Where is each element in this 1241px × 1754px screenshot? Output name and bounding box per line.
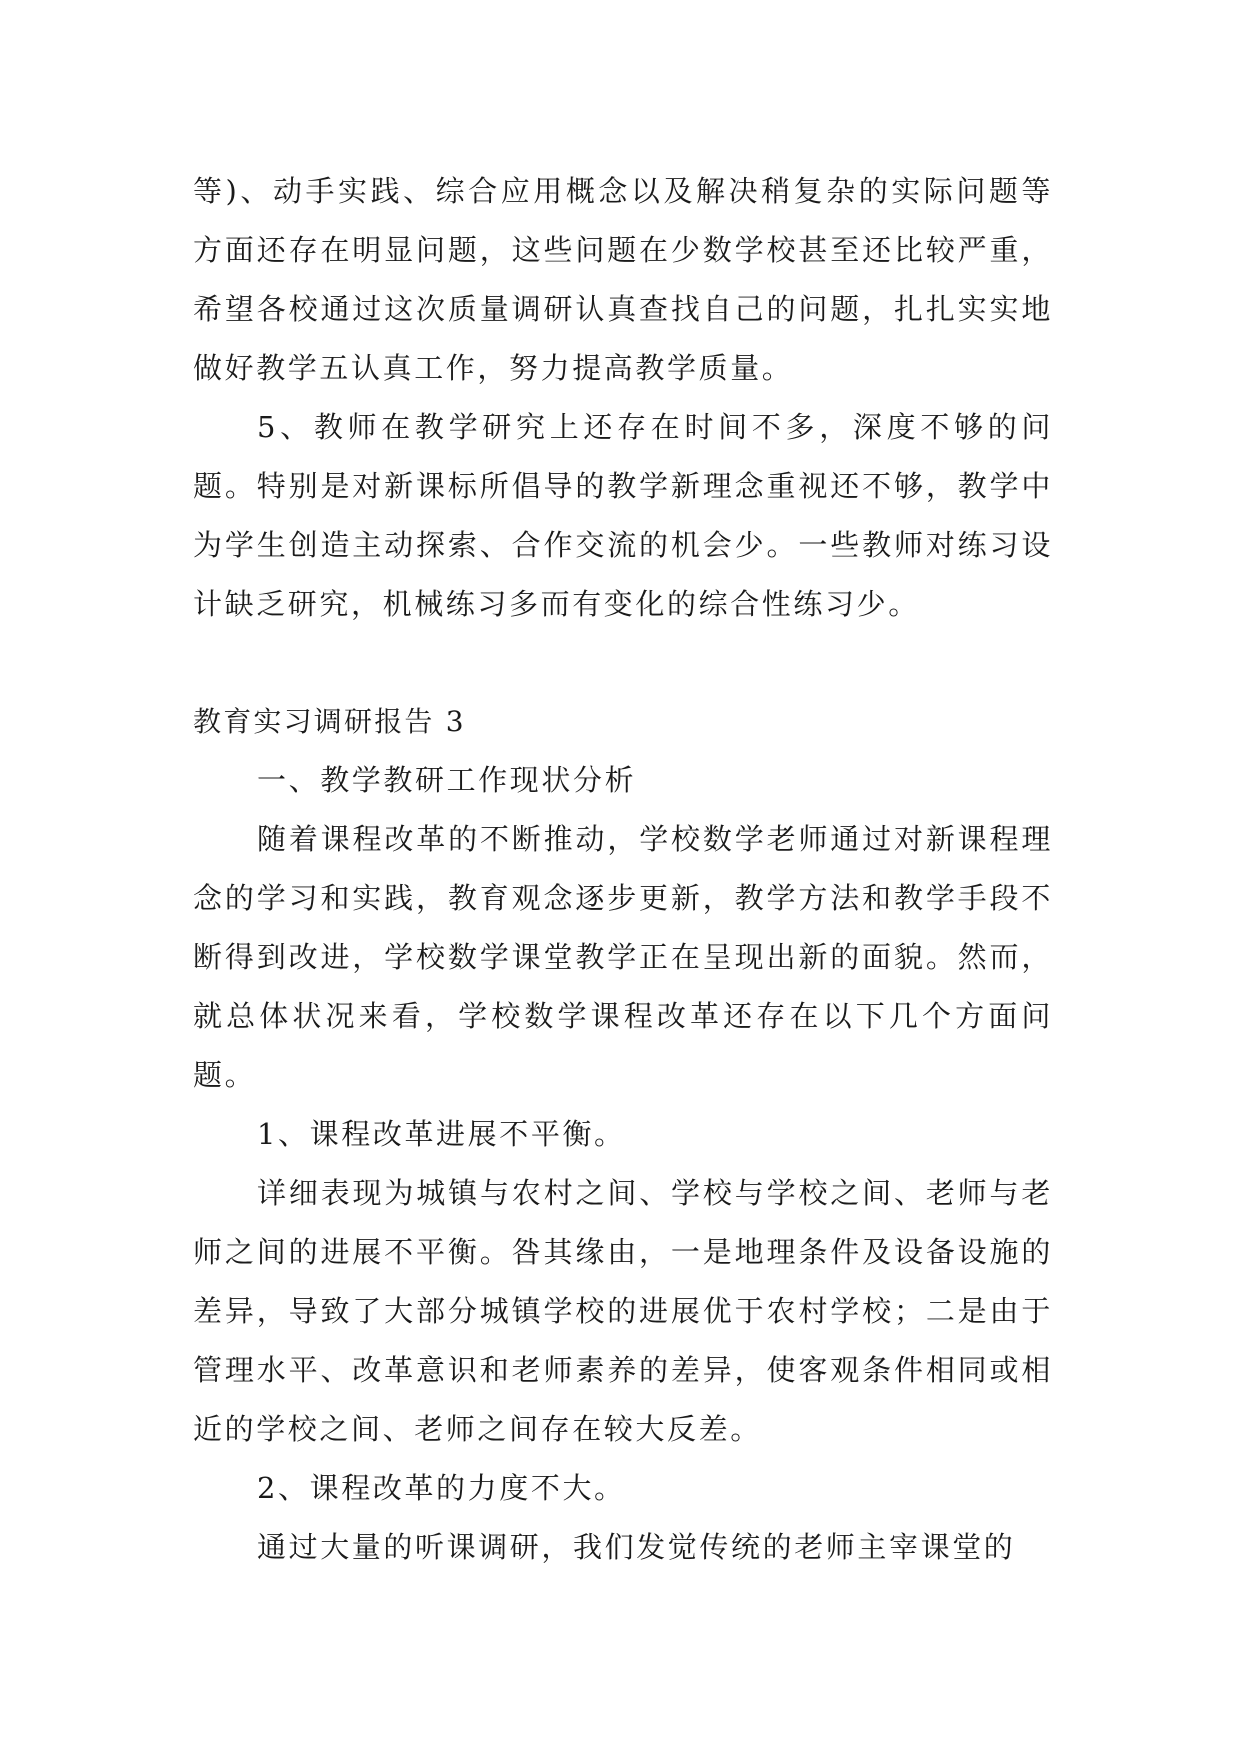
paragraph-continued: 等)、动手实践、综合应用概念以及解决稍复杂的实际问题等方面还存在明显问题，这些问题在少数学校甚至还比较严重，希望各校通过这次质量调研认真查找自己的问题，扎扎实实地做好教学五认真工作，努力提高教学质量。 — [193, 174, 1053, 385]
paragraph-item-5: 5、教师在教学研究上还存在时间不多，深度不够的问题。特别是对新课标所倡导的教学新理念重视还不够，教学中为学生创造主动探索、合作交流的机会少。一些教师对练习设计缺乏研究，机械练习多而有变化的综合性练习少。 — [193, 410, 1053, 621]
subsection-title: 一、教学教研工作现状分析 — [257, 763, 637, 797]
document-body — [193, 162, 1053, 1577]
point-1-body: 详细表现为城镇与农村之间、学校与学校之间、老师与老师之间的进展不平衡。咎其缘由，一是地理条件及设备设施的差异，导致了大部分城镇学校的进展优于农村学校；二是由于管理水平、改革意识和老师素养的差异，使客观条件相同或相近的学校之间、老师之间存在较大反差。 — [193, 1176, 1053, 1446]
point-1-title: 1、课程改革进展不平衡。 — [257, 1117, 626, 1151]
point-2-title: 2、课程改革的力度不大。 — [257, 1471, 626, 1505]
point-2-body: 通过大量的听课调研，我们发觉传统的老师主宰课堂的 — [257, 1530, 1016, 1564]
section-title: 教育实习调研报告 3 — [193, 705, 466, 738]
paragraph-intro: 随着课程改革的不断推动，学校数学老师通过对新课程理念的学习和实践，教育观念逐步更新，教学方法和教学手段不断得到改进，学校数学课堂教学正在呈现出新的面貌。然而，就总体状况来看，学校数学课程改革还存在以下几个方面问题。 — [193, 822, 1053, 1092]
